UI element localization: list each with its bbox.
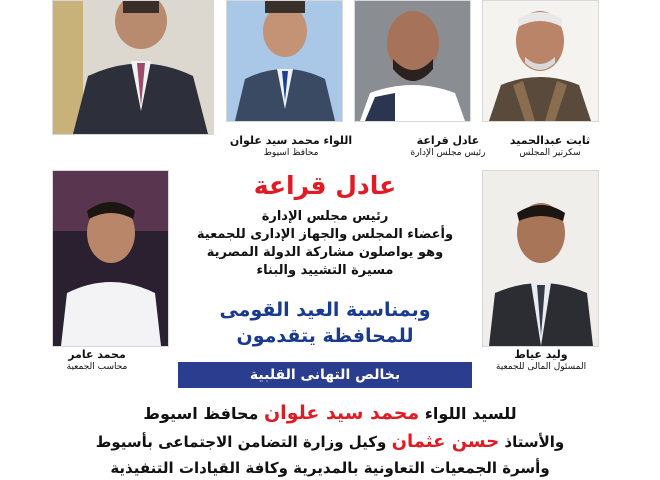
governor-role: محافظ اسيوط bbox=[263, 148, 319, 158]
line1-suffix: محافظ اسيوط bbox=[143, 404, 259, 423]
center-line-1: رئيس مجلس الإدارة bbox=[261, 209, 389, 224]
secretary-name: ثابت عبدالحميد bbox=[509, 134, 591, 147]
line1-prefix: للسيد اللواء bbox=[424, 404, 517, 423]
finance-officer-role: المسئول المالى للجمعية bbox=[495, 362, 587, 372]
caption-chairman bbox=[410, 134, 486, 159]
center-line-4: مسيرة التشييد والبناء bbox=[256, 263, 394, 278]
photo-chairman bbox=[354, 0, 471, 122]
bottom-line-1 bbox=[0, 402, 660, 425]
caption-governor bbox=[226, 134, 356, 159]
line2-suffix: وكيل وزارة التضامن الاجتماعى بأسيوط bbox=[95, 433, 387, 451]
caption-secretary bbox=[494, 134, 606, 159]
chairman-name: عادل قراعة bbox=[416, 134, 480, 147]
governor-name: اللواء محمد سيد علوان bbox=[229, 134, 353, 147]
line2-prefix: والأستاذ bbox=[504, 433, 565, 451]
accountant-role: محاسب الجمعية bbox=[66, 362, 128, 372]
line1-highlight: محمد سيد علوان bbox=[263, 402, 420, 424]
greeting-banner: بخالص التهانى القلبية bbox=[178, 362, 472, 388]
photo-finance-officer bbox=[482, 170, 599, 347]
photo-governor bbox=[226, 0, 343, 122]
center-blue-1: وبمناسبة العيد القومى bbox=[219, 299, 431, 321]
center-blue-2: للمحافظة يتقدمون bbox=[236, 325, 414, 347]
photo-president bbox=[52, 0, 214, 135]
bottom-line-2 bbox=[0, 432, 660, 452]
accountant-name: محمد عامر bbox=[68, 348, 126, 361]
secretary-role: سكرتير المجلس bbox=[519, 148, 581, 158]
line2-highlight: حسن عثمان bbox=[391, 431, 500, 452]
headline: عادل قراعة bbox=[253, 171, 397, 200]
chairman-role: رئيس مجلس الإدارة bbox=[410, 148, 486, 158]
center-line-3: وهو يواصلون مشاركة الدولة المصرية bbox=[206, 245, 444, 260]
caption-finance-officer bbox=[482, 348, 600, 373]
finance-officer-name: وليد عياط bbox=[514, 348, 568, 361]
photo-accountant bbox=[52, 170, 169, 347]
photo-secretary bbox=[482, 0, 599, 122]
bottom-line-3: وأسرة الجمعيات التعاونية بالمديرية وكافة القيادات التنفيذية bbox=[110, 459, 550, 477]
center-line-2: وأعضاء المجلس والجهاز الإدارى للجمعية bbox=[196, 227, 454, 242]
caption-accountant bbox=[52, 348, 142, 373]
